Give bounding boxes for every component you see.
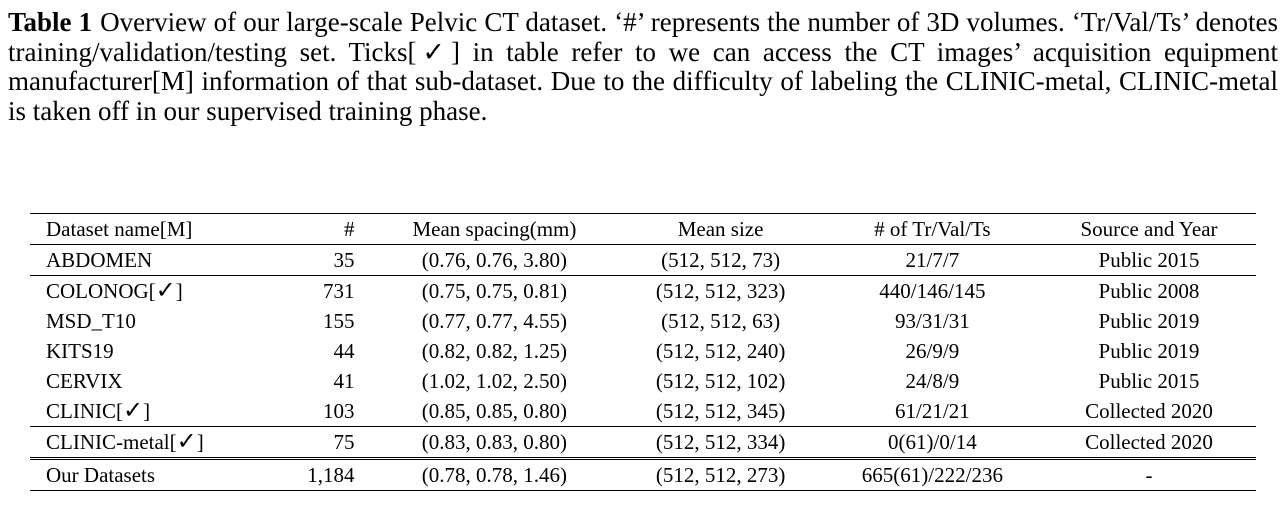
size-cell: (512, 512, 273) <box>618 459 822 491</box>
dataset-name: COLONOG <box>46 279 149 303</box>
size-cell: (512, 512, 345) <box>618 396 822 427</box>
header-count: # <box>270 214 370 245</box>
dataset-name-cell: COLONOG[✓] <box>46 276 183 304</box>
source-cell: - <box>1042 459 1256 491</box>
checkmark-icon: ✓ <box>123 396 144 424</box>
split-cell: 665(61)/222/236 <box>823 459 1042 491</box>
dataset-name-cell <box>30 306 270 336</box>
checkmark-icon: ✓ <box>176 427 197 455</box>
table-row-total <box>30 459 1256 491</box>
source-cell: Public 2008 <box>1098 279 1200 303</box>
source-cell: Collected 2020 <box>1042 427 1256 459</box>
header-split: # of Tr/Val/Ts <box>823 214 1042 245</box>
spacing-cell: (0.75, 0.75, 0.81) <box>421 279 568 303</box>
spacing-cell: (0.82, 0.82, 1.25) <box>421 339 568 363</box>
size-cell: (512, 512, 334) <box>618 427 822 459</box>
split-cell: 21/7/7 <box>823 245 1042 276</box>
dataset-name: CLINIC-metal <box>46 430 170 454</box>
caption-label: Table 1 <box>8 7 93 37</box>
split-cell: 0(61)/0/14 <box>823 427 1042 459</box>
dataset-name-cell: CLINIC-metal[✓] <box>30 427 270 459</box>
size-cell: (512, 512, 63) <box>661 309 781 333</box>
spacing-cell: (0.77, 0.77, 4.55) <box>421 309 568 333</box>
count-cell: 103 <box>270 396 370 427</box>
table-row <box>30 306 1256 336</box>
source-cell: Public 2019 <box>1098 309 1200 333</box>
count-cell: 75 <box>270 427 370 459</box>
count-cell: 155 <box>322 309 355 333</box>
dataset-name: KITS19 <box>46 339 114 363</box>
dataset-name: Our Datasets <box>46 463 156 487</box>
table-row <box>30 366 1256 396</box>
count-cell: 35 <box>270 245 370 276</box>
split-cell: 26/9/9 <box>905 339 960 363</box>
header-source-year: Source and Year <box>1042 214 1256 245</box>
source-cell: Public 2019 <box>1098 339 1200 363</box>
table-row <box>30 276 1256 307</box>
checkmark-icon: ✓ <box>155 276 176 304</box>
dataset-table-container <box>30 213 1256 491</box>
dataset-name: ABDOMEN <box>46 248 153 272</box>
spacing-cell: (0.85, 0.85, 0.80) <box>370 396 618 427</box>
table-row <box>30 245 1256 276</box>
split-cell: 440/146/145 <box>879 279 986 303</box>
spacing-cell: (0.76, 0.76, 3.80) <box>370 245 618 276</box>
source-cell: Collected 2020 <box>1042 396 1256 427</box>
dataset-name: MSD_T10 <box>46 309 136 333</box>
dataset-name-cell <box>30 366 270 396</box>
count-cell: 1,184 <box>270 459 370 491</box>
spacing-cell: (1.02, 1.02, 2.50) <box>421 369 568 393</box>
source-cell: Public 2015 <box>1098 369 1200 393</box>
header-mean-size: Mean size <box>618 214 822 245</box>
table-header-row <box>30 214 1256 245</box>
count-cell: 44 <box>333 339 355 363</box>
table-row <box>30 396 1256 427</box>
dataset-name-cell <box>30 459 270 491</box>
spacing-cell: (0.78, 0.78, 1.46) <box>370 459 618 491</box>
caption-text: Overview of our large-scale Pelvic CT dataset. ‘#’ represents the number of 3D volumes. ‘Tr/Val/Ts’ denotes training/validation/testing set. Ticks[✓] in table refer to we can access the CT images’ acquisition equipment manufacturer[M] information of that sub-dataset. Due to the difficulty of labeling the CLINIC-metal, CLINIC-metal is taken off in our supervised training phase. <box>8 7 1278 126</box>
dataset-name: CLINIC <box>46 399 116 423</box>
header-dataset-name: Dataset name[M] <box>30 214 270 245</box>
table-row <box>30 336 1256 366</box>
size-cell: (512, 512, 323) <box>655 279 786 303</box>
table-caption <box>8 8 1278 126</box>
size-cell: (512, 512, 102) <box>655 369 786 393</box>
dataset-name-cell <box>30 245 270 276</box>
size-cell: (512, 512, 73) <box>618 245 822 276</box>
dataset-table <box>30 213 1256 491</box>
spacing-cell: (0.83, 0.83, 0.80) <box>370 427 618 459</box>
source-cell: Public 2015 <box>1042 245 1256 276</box>
table-row <box>30 427 1256 459</box>
dataset-name-cell <box>30 336 270 366</box>
size-cell: (512, 512, 240) <box>655 339 786 363</box>
dataset-name-cell: CLINIC[✓] <box>30 396 270 427</box>
count-cell: 731 <box>322 279 355 303</box>
split-cell: 61/21/21 <box>823 396 1042 427</box>
dataset-name: CERVIX <box>46 369 123 393</box>
split-cell: 24/8/9 <box>905 369 960 393</box>
header-mean-spacing: Mean spacing(mm) <box>370 214 618 245</box>
split-cell: 93/31/31 <box>895 309 970 333</box>
count-cell: 41 <box>333 369 355 393</box>
